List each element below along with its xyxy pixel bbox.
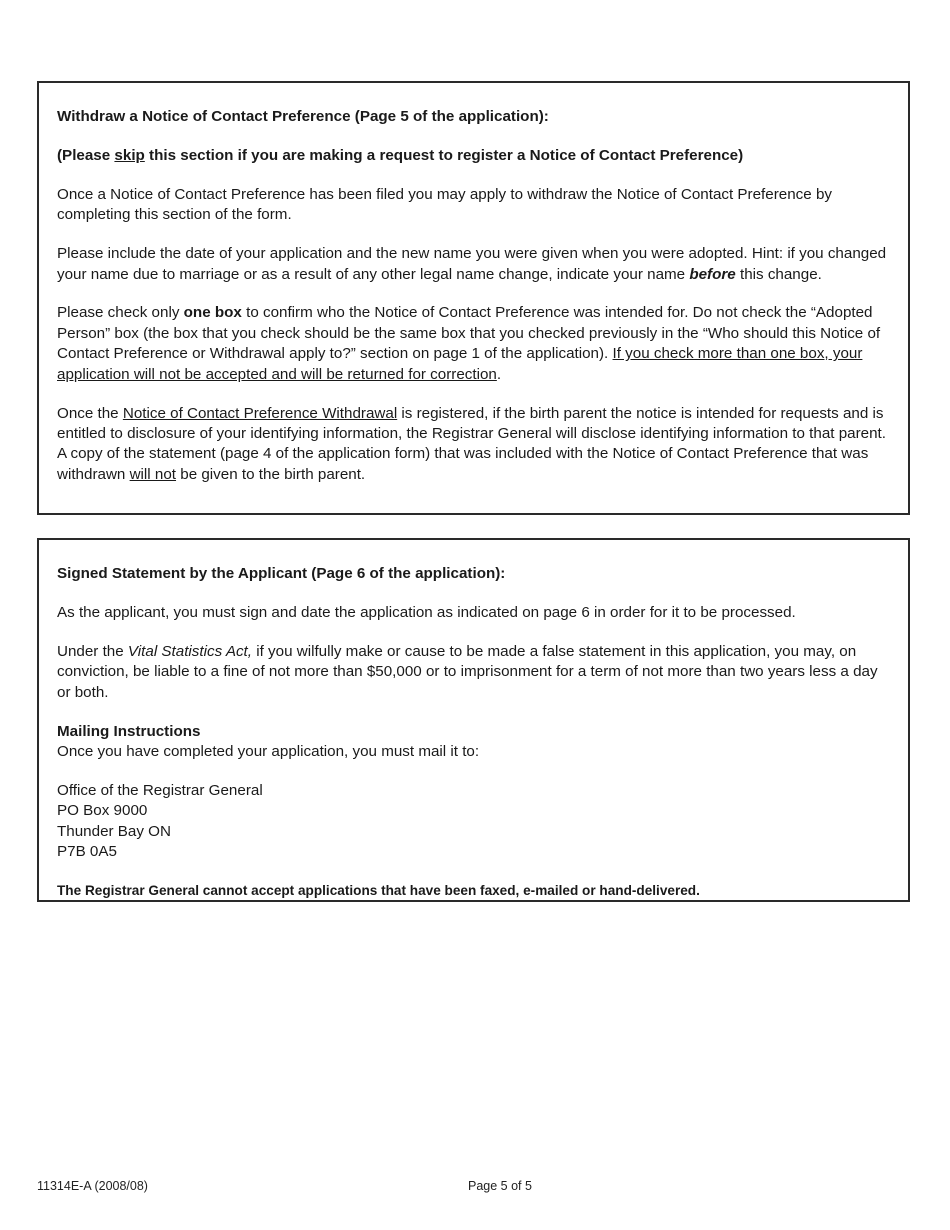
withdraw-section-heading: Withdraw a Notice of Contact Preference (Page 5 of the application): [57,108,549,125]
address-line: P7B 0A5 [57,843,117,861]
para4-text-before: Once the [57,404,123,422]
skip-text-before: (Please [57,146,115,164]
para2-emphasis: before [689,265,736,283]
para3-text-before: Please check only [57,304,184,322]
para4-underlined-2: will not [129,465,177,483]
para4-text-middle: is registered, if the birth parent the notice is intended for requests and is entitled to disclosure of your identifying information, the Registrar General will disclose identifying information to that parent. A copy of the statement (page 4 of the application form) that was included with the Notice of Contact Preference that was withdrawn [57,404,886,483]
para2-text-after: this change. [735,265,822,283]
mailing-heading: Mailing Instructions [57,722,201,740]
mailing-address [57,781,890,863]
signed-paragraph-1: As the applicant, you must sign and date the application as indicated on page 6 in order for it to be processed. [57,603,796,621]
para4-text-after: be given to the birth parent. [176,465,366,483]
para3-text-middle: to confirm who the Notice of Contact Preference was intended for. Do not check the “Adopted Person” box (the box that you check should be the same box that you checked previously in the “Who should this Notice of Contact Preference or Withdrawal apply to?” section on page 1 of the application). [57,304,881,363]
withdraw-paragraph-2 [57,244,890,285]
no-fax-notice: The Registrar General cannot accept applications that have been faxed, e-mailed or hand-delivered. [57,882,700,898]
withdraw-paragraph-3 [57,303,890,385]
mailing-intro: Once you have completed your application, you must mail it to: [57,742,480,760]
para3-bold: one box [183,304,242,322]
signed-paragraph-2 [57,642,890,703]
withdraw-notice-section [37,81,910,515]
signed-para2-after: if you wilfully make or cause to be made a false statement in this application, you may, on conviction, be liable to a fine of not more than $50,000 or to imprisonment for a term of not more than two years less a day or both. [57,642,878,701]
withdraw-paragraph-4 [57,404,890,486]
para2-text-before: Please include the date of your application and the new name you were given when you were adopted. Hint: if you changed your name due to marriage or as a result of any other legal name change, indicate your name [57,245,887,283]
signed-statement-section [37,538,910,902]
skip-instruction [57,146,890,166]
signed-para2-before: Under the [57,642,128,660]
withdraw-paragraph-1: Once a Notice of Contact Preference has been filed you may apply to withdraw the Notice of Contact Preference by completing this section of the form. [57,185,832,224]
act-name: Vital Statistics Act, [127,642,252,660]
address-line: PO Box 9000 [57,802,148,820]
para3-underlined: If you check more than one box, your application will not be accepted and will be returned for correction [57,345,863,383]
signed-section-heading: Signed Statement by the Applicant (Page 6 of the application): [57,565,506,582]
address-line: Thunder Bay ON [57,822,171,840]
skip-underlined-word: skip [114,146,145,164]
skip-text-after: this section if you are making a request to register a Notice of Contact Preference) [144,146,744,164]
para4-underlined-1: Notice of Contact Preference Withdrawal [122,404,398,422]
address-line: Office of the Registrar General [57,781,263,799]
para3-text-after: . [496,365,502,383]
form-number: 11314E-A (2008/08) [37,1179,148,1193]
page-number: Page 5 of 5 [468,1179,532,1193]
